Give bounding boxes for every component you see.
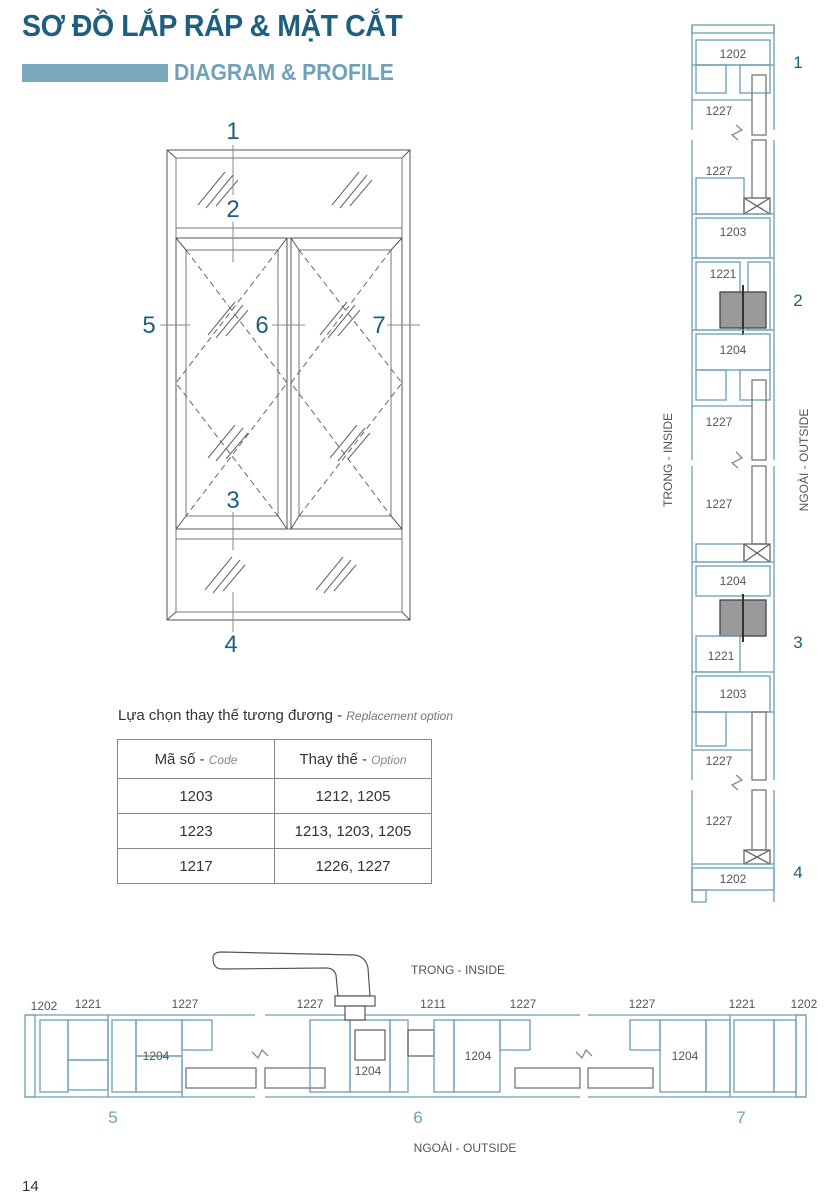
profile-label: 1211 — [420, 997, 446, 1011]
hs-callout-6: 6 — [413, 1108, 423, 1127]
callout-7: 7 — [372, 312, 386, 339]
profile-label: 1221 — [74, 997, 102, 1011]
horizontal-section-labels — [31, 963, 818, 1155]
callout-5: 5 — [142, 312, 156, 339]
caption-en: Replacement option — [346, 709, 453, 723]
vs-callout-2: 2 — [793, 291, 803, 310]
profile-label: 1221 — [728, 997, 756, 1011]
callout-6: 6 — [255, 312, 269, 339]
profile-label: 1227 — [705, 497, 733, 511]
cell-code: 1217 — [118, 849, 275, 884]
profile-label: 1202 — [30, 999, 58, 1013]
callout-4: 4 — [224, 631, 238, 658]
profile-label: 1204 — [719, 343, 747, 357]
profile-label: 1227 — [705, 415, 733, 429]
cell-option: 1212, 1205 — [275, 779, 432, 814]
profile-label: 1204 — [354, 1064, 382, 1078]
door-handle — [213, 952, 375, 1020]
profile-label: 1227 — [705, 754, 733, 768]
profile-label: 1203 — [719, 687, 747, 701]
header-code: Mã số - Code — [118, 740, 275, 779]
hs-inside-label: TRONG - INSIDE — [410, 963, 506, 977]
cell-code: 1223 — [118, 814, 275, 849]
vs-outside-label: NGOÀI - OUTSIDE — [797, 408, 811, 512]
table-row — [118, 814, 432, 849]
profile-label: 1227 — [705, 814, 733, 828]
profile-label: 1203 — [719, 225, 747, 239]
callout-2: 2 — [226, 196, 240, 223]
vs-inside-label: TRONG - INSIDE — [661, 412, 675, 508]
profile-label: 1204 — [719, 574, 747, 588]
table-row — [118, 849, 432, 884]
profile-label: 1227 — [296, 997, 324, 1011]
profile-label: 1227 — [171, 997, 199, 1011]
callout-1: 1 — [226, 118, 240, 145]
vertical-section — [692, 25, 774, 902]
hs-outside-label: NGOÀI - OUTSIDE — [413, 1141, 517, 1155]
table-row — [118, 779, 432, 814]
vs-callout-4: 4 — [793, 863, 803, 882]
elevation-callouts — [142, 118, 385, 658]
header-option: Thay thế - Option — [275, 740, 432, 779]
profile-label: 1221 — [707, 649, 735, 663]
vs-callout-1: 1 — [793, 53, 803, 72]
profile-label: 1204 — [464, 1049, 492, 1063]
vs-callout-3: 3 — [793, 633, 803, 652]
page-number: 14 — [22, 1178, 39, 1195]
replacement-table — [117, 739, 432, 884]
page-subtitle: DIAGRAM & PROFILE — [174, 59, 394, 85]
profile-label: 1202 — [790, 997, 818, 1011]
hs-callout-5: 5 — [108, 1108, 118, 1127]
cell-option: 1213, 1203, 1205 — [275, 814, 432, 849]
caption-vi: Lựa chọn thay thế tương đương - — [118, 707, 347, 724]
profile-label: 1227 — [705, 164, 733, 178]
replacement-caption — [118, 707, 453, 724]
profile-label: 1202 — [719, 872, 747, 886]
page-title: SƠ ĐỒ LẮP RÁP & MẶT CẮT — [22, 8, 403, 43]
callout-3: 3 — [226, 487, 240, 514]
profile-label: 1227 — [509, 997, 537, 1011]
profile-label: 1204 — [671, 1049, 699, 1063]
cell-option: 1226, 1227 — [275, 849, 432, 884]
profile-label: 1204 — [142, 1049, 170, 1063]
profile-label: 1202 — [719, 47, 747, 61]
profile-label: 1227 — [628, 997, 656, 1011]
hs-callout-7: 7 — [736, 1108, 746, 1127]
cell-code: 1203 — [118, 779, 275, 814]
profile-label: 1221 — [709, 267, 737, 281]
table-header-row — [118, 740, 432, 779]
profile-label: 1227 — [705, 104, 733, 118]
window-elevation — [160, 145, 420, 632]
